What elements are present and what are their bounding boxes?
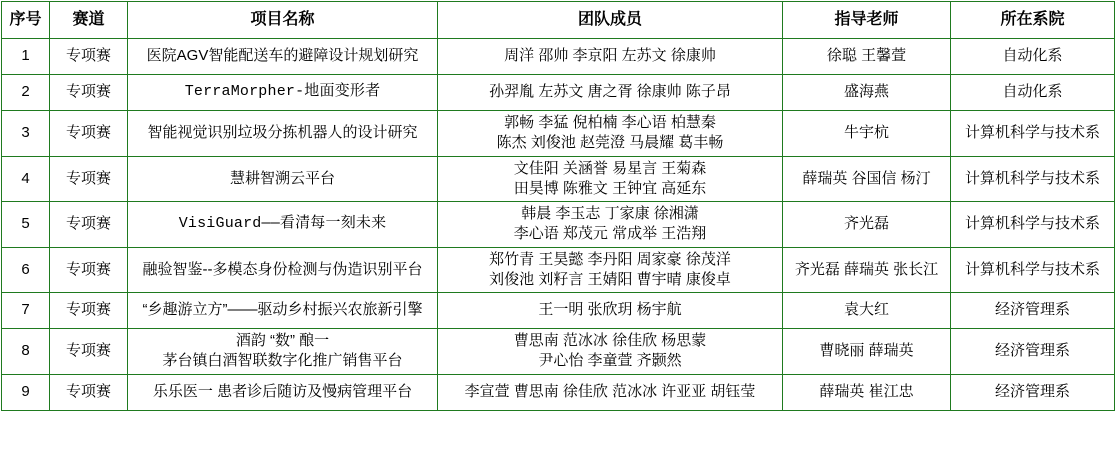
cell-track: 专项赛 <box>50 75 128 111</box>
table-header <box>2 2 1115 39</box>
cell-track: 专项赛 <box>50 111 128 157</box>
cell-team-members: 李宣萱 曹思南 徐佳欣 范冰冰 许亚亚 胡钰莹 <box>438 374 783 410</box>
cell-team-members-line: 刘俊池 刘籽言 王婧阳 曹宇晴 康俊卓 <box>489 270 731 288</box>
cell-advisor: 徐聪 王馨萱 <box>783 39 951 75</box>
table-row <box>2 202 1115 248</box>
cell-project-name: TerraMorpher-地面变形者 <box>128 75 438 111</box>
cell-seq: 6 <box>2 247 50 293</box>
cell-seq: 2 <box>2 75 50 111</box>
cell-project-name: 智能视觉识别垃圾分拣机器人的设计研究 <box>128 111 438 157</box>
cell-track: 专项赛 <box>50 374 128 410</box>
table-row <box>2 39 1115 75</box>
cell-track: 专项赛 <box>50 156 128 202</box>
column-header-track: 赛道 <box>50 2 128 39</box>
column-header-advisor: 指导老师 <box>783 2 951 39</box>
cell-track: 专项赛 <box>50 39 128 75</box>
column-header-seq: 序号 <box>2 2 50 39</box>
cell-project-name-line: 茅台镇白酒智联数字化推广销售平台 <box>162 352 403 370</box>
cell-project-name: 慧耕智溯云平台 <box>128 156 438 202</box>
cell-seq: 1 <box>2 39 50 75</box>
table-row <box>2 247 1115 293</box>
cell-department: 计算机科学与技术系 <box>951 111 1115 157</box>
cell-advisor: 齐光磊 <box>783 202 951 248</box>
cell-project-name: 乐乐医一 患者诊后随访及慢病管理平台 <box>128 374 438 410</box>
cell-team-members-line: 曹思南 范冰冰 徐佳欣 杨思蒙 <box>513 332 707 349</box>
column-header-team-members: 团队成员 <box>438 2 783 39</box>
cell-project-name: “乡趣游立方”——驱动乡村振兴农旅新引擎 <box>128 293 438 329</box>
table-body <box>2 39 1115 411</box>
cell-team-members-line: 陈杰 刘俊池 赵莞澄 马晨耀 葛丰畅 <box>496 134 724 152</box>
table-row <box>2 329 1115 375</box>
cell-team-members <box>438 329 783 375</box>
cell-team-members <box>438 156 783 202</box>
project-list-table <box>1 1 1115 411</box>
table-header-row <box>2 2 1115 39</box>
cell-team-members-line: 郑竹青 王昊懿 李丹阳 周家豪 徐茂洋 <box>489 250 731 268</box>
cell-track: 专项赛 <box>50 293 128 329</box>
cell-team-members-line: 文佳阳 关涵誉 易星言 王菊森 <box>513 159 707 177</box>
cell-team-members-line: 郭畅 李猛 倪柏楠 李心语 柏慧秦 <box>504 114 716 131</box>
cell-project-name: 融验智鉴--多模态身份检测与伪造识别平台 <box>128 247 438 293</box>
column-header-department: 所在系院 <box>951 2 1115 39</box>
cell-seq: 5 <box>2 202 50 248</box>
cell-advisor: 袁大红 <box>783 293 951 329</box>
cell-advisor: 薛瑞英 崔江忠 <box>783 374 951 410</box>
cell-department: 计算机科学与技术系 <box>951 202 1115 248</box>
cell-department: 计算机科学与技术系 <box>951 156 1115 202</box>
table-row <box>2 156 1115 202</box>
cell-project-name: 医院AGV智能配送车的避障设计规划研究 <box>128 39 438 75</box>
cell-team-members-line: 李心语 郑茂元 常成举 王浩翔 <box>513 225 707 243</box>
cell-project-name <box>128 329 438 375</box>
cell-seq: 7 <box>2 293 50 329</box>
cell-advisor: 曹晓丽 薛瑞英 <box>783 329 951 375</box>
cell-advisor: 牛宇杭 <box>783 111 951 157</box>
table-row <box>2 374 1115 410</box>
cell-department: 计算机科学与技术系 <box>951 247 1115 293</box>
cell-team-members <box>438 202 783 248</box>
cell-team-members-line: 田昊博 陈雅文 王钟宜 高延东 <box>513 179 707 197</box>
cell-seq: 4 <box>2 156 50 202</box>
table-row <box>2 293 1115 329</box>
cell-team-members <box>438 111 783 157</box>
cell-department: 经济管理系 <box>951 329 1115 375</box>
cell-track: 专项赛 <box>50 247 128 293</box>
cell-team-members: 王一明 张欣玥 杨宇航 <box>438 293 783 329</box>
column-header-project-name: 项目名称 <box>128 2 438 39</box>
table-row <box>2 111 1115 157</box>
cell-team-members: 孙羿胤 左苏文 唐之胥 徐康帅 陈子昂 <box>438 75 783 111</box>
cell-team-members: 周洋 邵帅 李京阳 左苏文 徐康帅 <box>438 39 783 75</box>
cell-seq: 9 <box>2 374 50 410</box>
cell-department: 自动化系 <box>951 39 1115 75</box>
cell-team-members <box>438 247 783 293</box>
cell-advisor: 薛瑞英 谷国信 杨汀 <box>783 156 951 202</box>
cell-seq: 3 <box>2 111 50 157</box>
cell-advisor: 盛海燕 <box>783 75 951 111</box>
cell-department: 经济管理系 <box>951 374 1115 410</box>
cell-team-members-line: 尹心怡 李童萱 齐颢然 <box>538 352 682 370</box>
table-row <box>2 75 1115 111</box>
cell-department: 自动化系 <box>951 75 1115 111</box>
cell-track: 专项赛 <box>50 202 128 248</box>
cell-department: 经济管理系 <box>951 293 1115 329</box>
cell-advisor: 齐光磊 薛瑞英 张长江 <box>783 247 951 293</box>
cell-seq: 8 <box>2 329 50 375</box>
cell-track: 专项赛 <box>50 329 128 375</box>
cell-team-members-line: 韩晨 李玉志 丁家康 徐湘潇 <box>521 205 699 222</box>
cell-project-name: VisiGuard——看清每一刻未来 <box>128 202 438 248</box>
cell-project-name-line: 酒韵 “数” 酿一 <box>235 332 330 349</box>
